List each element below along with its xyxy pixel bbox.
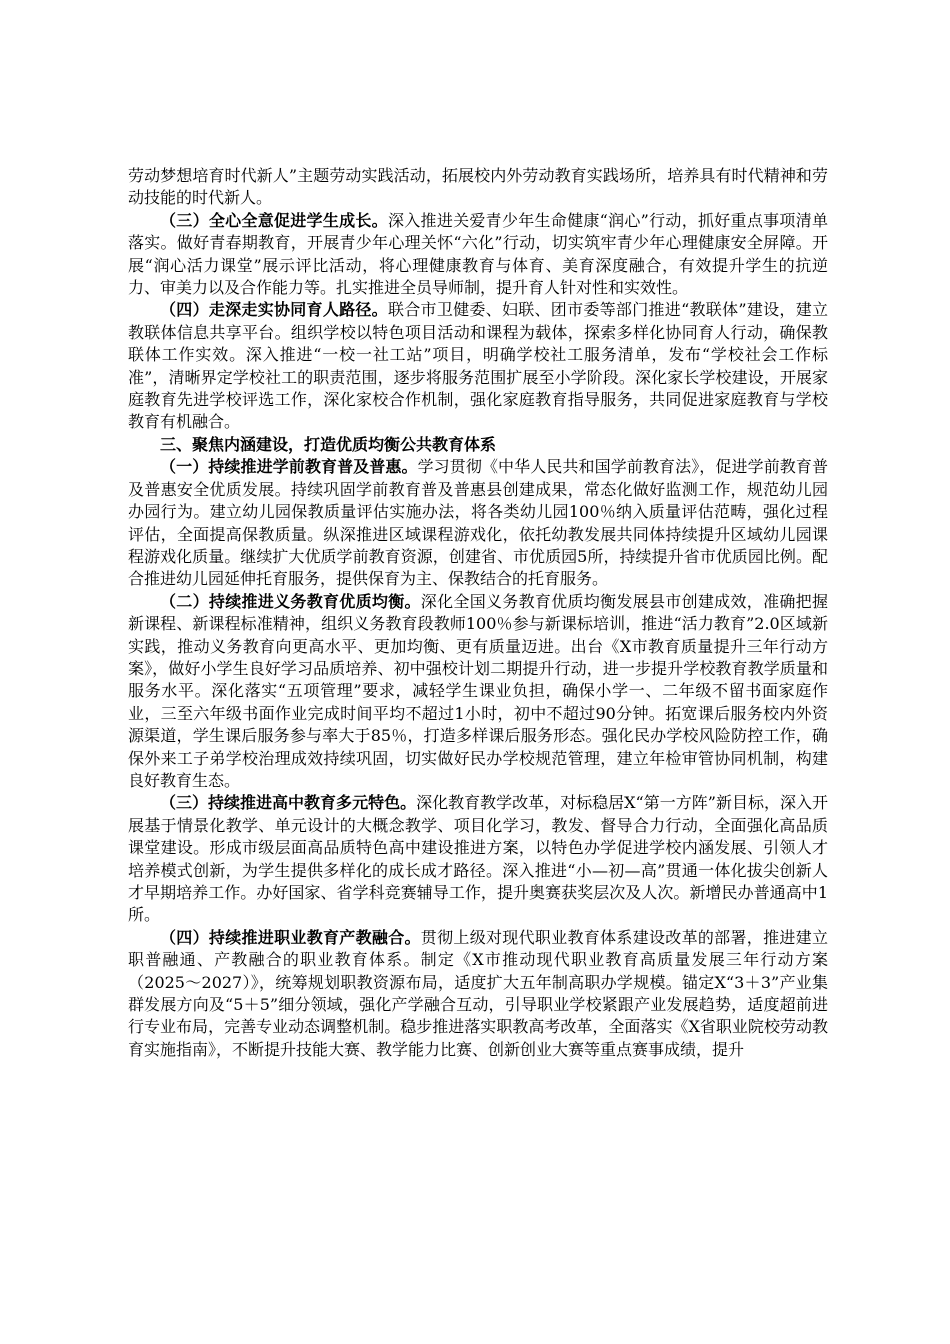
paragraph-continuation: [128, 165, 828, 210]
paragraph-body: 深入推进关爱青少年生命健康“润心”行动，抓好重点事项清单落实。做好青春期教育，开展青少年心理关怀“六化”行动，切实筑牢青少年心理健康安全屏障。开展“润心活力课堂”展示评比活动，将心理健康教育与体育、美育深度融合，有效提升学生的抗逆力、审美力以及合作能力等。扎实推进全员导师制，提升育人针对性和实效性。: [128, 210, 828, 298]
paragraph-body: 贯彻上级对现代职业教育体系建设改革的部署，推进建立职普融通、产教融合的职业教育体系。制定《X市推动现代职业教育高质量发展三年行动方案（2025～2027）》，统筹规划职教资源布局，适度扩大五年制高职办学规模。锚定X“3＋3”产业集群发展方向及“5＋5”细分领域，强化产学融合互动，引导职业学校紧跟产业发展趋势，适度超前进行专业布局，完善专业动态调整机制。稳步推进落实职教高考改革，全面落实《X省职业院校劳动教育实施指南》，不断提升技能大赛、教学能力比赛、创新创业大赛等重点赛事成绩，提升: [128, 927, 828, 1059]
paragraph-high-school: [128, 792, 828, 926]
paragraph-compulsory-education: [128, 591, 828, 793]
paragraph-heading: （四）持续推进职业教育产教融合。: [160, 927, 421, 947]
paragraph-preschool: [128, 456, 828, 590]
paragraph-vocational: [128, 927, 828, 1061]
paragraph-body: 联合市卫健委、妇联、团市委等部门推进“教联体”建设，建立教联体信息共享平台。组织学校以特色项目活动和课程为载体，探索多样化协同育人行动，确保教联体工作实效。深入推进“一校一社工站”项目，明确学校社工服务清单，发布“学校社会工作标准”，清晰界定学校社工的职责范围，逐步将服务范围扩展至小学阶段。深化家长学校建设，开展家庭教育先进学校评选工作，深化家校合作机制，强化家庭教育指导服务，共同促进家庭教育与学校教育有机融合。: [128, 300, 828, 432]
paragraph-heading: （二）持续推进义务教育优质均衡。: [160, 591, 421, 611]
paragraph-body: 深化教育教学改革，对标稳居X“第一方阵”新目标，深入开展基于情景化教学、单元设计的大概念教学、项目化学习，教发、督导合力行动，全面强化高品质课堂建设。形成市级层面高品质特色高中建设推进方案，以特色办学促进学校内涵发展、引领人才培养模式创新，为学生提供多样化的成长成才路径。深入推进“小—初—高”贯通一体化拔尖创新人才早期培养工作。办好国家、省学科竞赛辅导工作，提升奥赛获奖层次及人次。新增民办普通高中1所。: [128, 793, 828, 925]
paragraph-collaborative-education: [128, 299, 828, 433]
paragraph-body: 深化全国义务教育优质均衡发展县市创建成效，准确把握新课程、新课程标准精神，组织义务教育段教师100％参与新课标培训，推进“活力教育”2.0区域新实践，推动义务教育向更高水平、更加均衡、更有质量迈进。出台《X市教育质量提升三年行动方案》，做好小学生良好学习品质培养、初中强校计划二期提升行动，进一步提升学校教育教学质量和服务水平。深化落实“五项管理”要求，减轻学生课业负担，确保小学一、二年级不留书面家庭作业，三至六年级书面作业完成时间平均不超过1小时，初中不超过90分钟。拓宽课后服务校内外资源渠道，学生课后服务参与率大于85％，打造多样课后服务形态。强化民办学校风险防控工作，确保外来工子弟学校治理成效持续巩固，切实做好民办学校规范管理，建立年检审管协同机制，构建良好教育生态。: [128, 591, 828, 790]
paragraph-heading: （四）走深走实协同育人路径。: [160, 300, 388, 320]
paragraph-body: 学习贯彻《中华人民共和国学前教育法》，促进学前教育普及普惠安全优质发展。持续巩固学前教育普及普惠县创建成果，常态化做好监测工作，规范幼儿园办园行为。建立幼儿园保教质量评估实施办法，将各类幼儿园100％纳入质量评估范畴，强化过程评估，全面提高保教质量。纵深推进区域课程游戏化，依托幼教发展共同体持续提升区域幼儿园课程游戏化质量。继续扩大优质学前教育资源，创建省、市优质园5所，持续提升省市优质园比例。配合推进幼儿园延伸托育服务，提供保育为主、保教结合的托育服务。: [128, 457, 828, 589]
paragraph-heart-growth: [128, 210, 828, 300]
document-page: [128, 165, 828, 1061]
paragraph-heading: （三）全心全意促进学生成长。: [160, 210, 388, 230]
paragraph-body: 劳动梦想培育时代新人”主题劳动实践活动，拓展校内外劳动教育实践场所，培养具有时代精神和劳动技能的时代新人。: [128, 166, 828, 208]
section-heading: 三、聚焦内涵建设，打造优质均衡公共教育体系: [160, 434, 497, 454]
paragraph-heading: （三）持续推进高中教育多元特色。: [160, 793, 417, 813]
paragraph-heading: （一）持续推进学前教育普及普惠。: [160, 457, 418, 477]
